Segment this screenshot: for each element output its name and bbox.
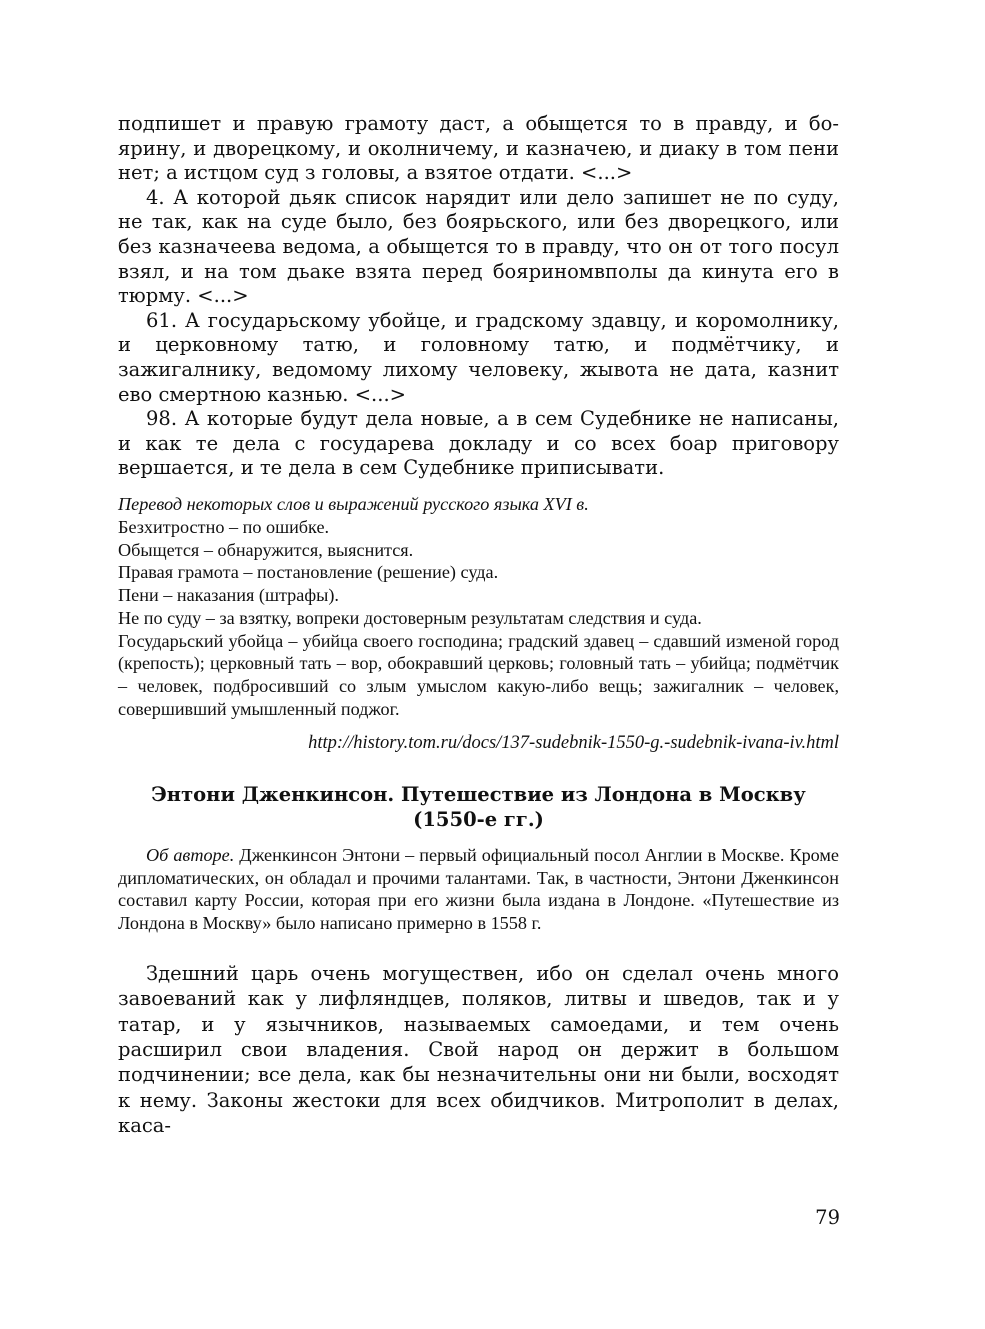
- about-author-paragraph: [118, 844, 839, 935]
- glossary-title: Перевод некоторых слов и выражений русского языка XVI в.: [118, 493, 589, 514]
- section-heading-title: Энтони Дженкинсон. Путешествие из Лондона в Москву: [151, 782, 806, 806]
- glossary-item: Пени – наказания (штрафы).: [118, 585, 339, 606]
- glossary-item: Правая грамота – постановление (решение) суда.: [118, 562, 499, 583]
- glossary-item: Безхитростно – по ошибке.: [118, 516, 330, 537]
- about-author: [118, 844, 839, 935]
- paragraph-intro: подпишет и правую грамоту даст, а обыщется то в правду, и боярину, и дворецкому, и околничему, и казначею, и диаку в том пени нет; а истцом суд з головы, а взятое отдати. <...>: [118, 112, 839, 185]
- jenkinson-text: [118, 961, 839, 1138]
- jenkinson-paragraph: Здешний царь очень могуществен, ибо он сделал очень много завоеваний как у лифляндцев, поляков, литвы и шведов, так и у татар, и у язычников, называемых самоедами, и тем очень расширил свои владения. Свой народ он держит в большом подчинении; все дела, как бы незначительны они ни были, восходят к нему. Законы жестоки для всех обидчиков. Митрополит в делах, каса-: [118, 962, 839, 1137]
- section-heading-dates: (1550-е гг.): [413, 807, 544, 831]
- document-page: [118, 112, 839, 1138]
- glossary-item: Государьский убойца – убийца своего господина; градский здавец – сдавший изменой город (крепость); церковный тать – вор, обокравший церковь; головный тать – убийца; подмётчик – человек, подбросивший со злым умыслом какую-либо вещь; зажигалник – человек, совершивший умышленный поджог.: [118, 630, 839, 720]
- page-number: 79: [815, 1206, 840, 1229]
- glossary-item: Не по суду – за взятку, вопреки достоверным результатам следствия и суда.: [118, 607, 702, 628]
- section-heading: [118, 782, 839, 832]
- paragraph-article-98: 98. А которые будут дела новые, а в сем Судебнике не написаны, и как те дела с государева докладу и со всех боар приговору вершается, и те дела в сем Судебнике приписывати.: [118, 407, 839, 480]
- glossary-item: Обыщется – обнаружится, выяснится.: [118, 539, 414, 560]
- glossary: [118, 493, 839, 721]
- paragraph-article-4: 4. А которой дьяк список нарядит или дело запишет не по суду, не так, как на суде было, без боярьского, или без дворецкого, или без казначеева ведома, а обыщется то в правду, что он от того посул взял, и на том дьаке взята перед бояриномвполы да кинута его в тюрму. <...>: [118, 185, 839, 308]
- about-author-text: Дженкинсон Энтони – первый официальный посол Англии в Москве. Кроме дипломатических, он обладал и прочими талантами. Так, в частности, Энтони Дженкинсон составил карту России, которая при его жизни была издана в Лондоне. «Путешествие из Лондона в Москву» было написано примерно в 1558 г.: [118, 844, 839, 934]
- sudebnik-text: [118, 112, 839, 481]
- paragraph-article-61: 61. А государьскому убойце, и градскому здавцу, и коромолнику, и церковному татю, и головному татю, и подмётчику, и зажигалнику, ведомому лихому человеку, жывота не дата, казнит ево смертною казнью. <...>: [118, 308, 839, 406]
- about-author-lead: Об авторе.: [146, 844, 235, 865]
- source-url: http://history.tom.ru/docs/137-sudebnik-1550-g.-sudebnik-ivana-iv.html: [308, 732, 839, 753]
